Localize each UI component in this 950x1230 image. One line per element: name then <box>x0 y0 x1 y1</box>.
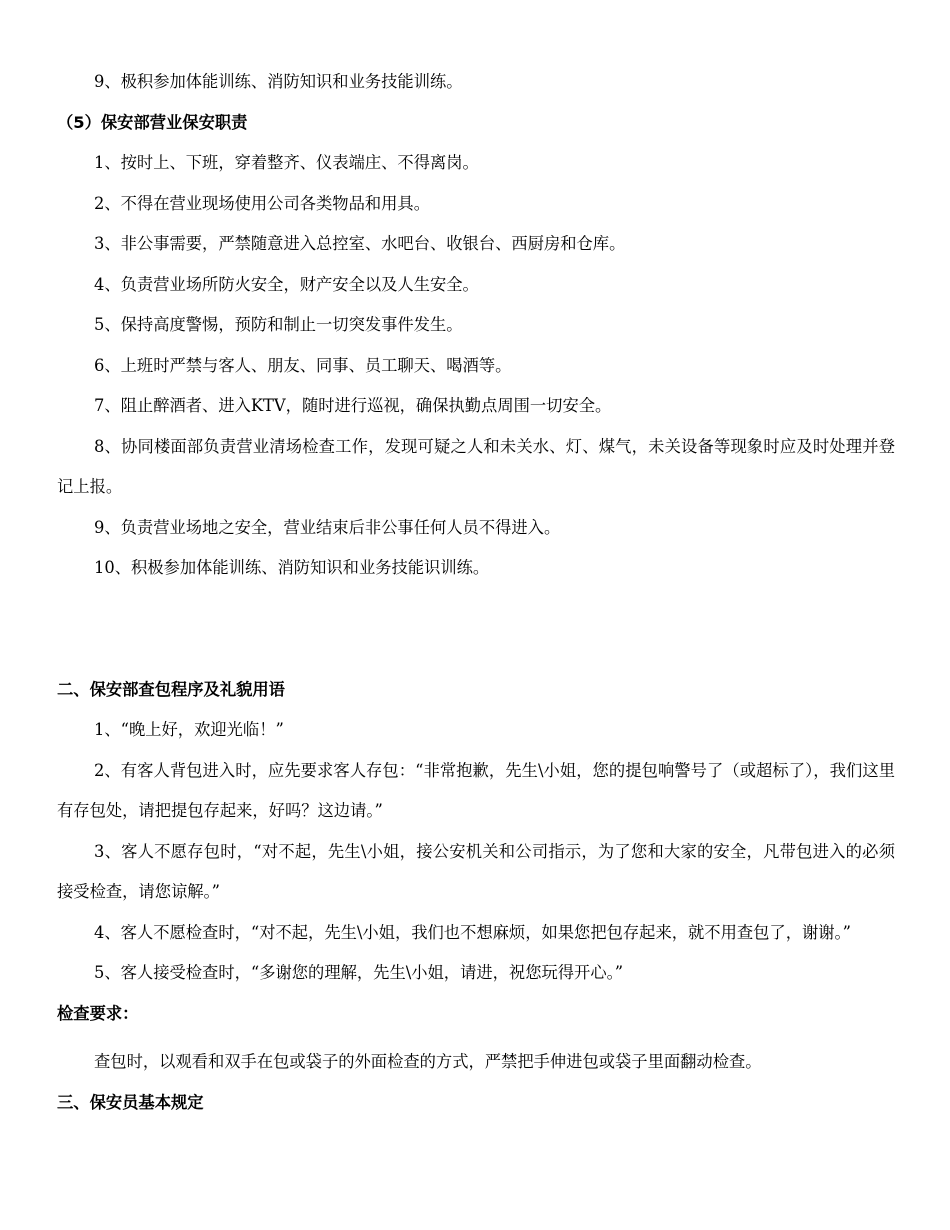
paragraph: 9、极积参加体能训练、消防知识和业务技能训练。 <box>94 72 463 91</box>
etiquette-item: 3、客人不愿存包时，“对不起，先生\小姐，接公安机关和公司指示，为了您和大家的安全，凡带包进入的必须接受检查，请您谅解。” <box>57 841 895 901</box>
duty-item: 10、积极参加体能训练、消防知识和业务技能识训练。 <box>94 558 490 577</box>
check-requirements-title: 检查要求： <box>57 1003 139 1023</box>
etiquette-item: 2、有客人背包进入时，应先要求客人存包：“非常抱歉，先生\小姐，您的提包响警号了（或超标了），我们这里有存包处，请把提包存起来，好吗？这边请。” <box>57 760 895 820</box>
etiquette-item: 1、“晚上好，欢迎光临！” <box>94 720 284 739</box>
check-requirements-text: 查包时，以观看和双手在包或袋子的外面检查的方式，严禁把手伸进包或袋子里面翻动检查。 <box>94 1052 762 1071</box>
duty-item: 3、非公事需要，严禁随意进入总控室、水吧台、收银台、西厨房和仓库。 <box>94 234 626 253</box>
duty-item: 8、协同楼面部负责营业清场检查工作，发现可疑之人和未关水、灯、煤气，未关设备等现象时应及时处理并登记上报。 <box>57 436 895 496</box>
duty-item: 7、阻止醉酒者、进入KTV，随时进行巡视，确保执勤点周围一切安全。 <box>94 396 612 415</box>
blank-space <box>57 589 895 670</box>
duty-item: 2、不得在营业现场使用公司各类物品和用具。 <box>94 193 430 213</box>
spacer <box>57 1034 895 1042</box>
section-title: 二、保安部查包程序及礼貌用语 <box>57 679 285 699</box>
section-title: 三、保安员基本规定 <box>57 1092 204 1112</box>
duty-item: 9、负责营业场地之安全，营业结束后非公事任何人员不得进入。 <box>94 517 561 537</box>
duty-item: 6、上班时严禁与客人、朋友、同事、员工聊天、喝酒等。 <box>94 355 512 375</box>
duty-item: 5、保持高度警惕，预防和制止一切突发事件发生。 <box>94 315 463 334</box>
duty-item: 4、负责营业场所防火安全，财产安全以及人生安全。 <box>94 274 479 294</box>
etiquette-item: 5、客人接受检查时，“多谢您的理解，先生\小姐，请进，祝您玩得开心。” <box>94 963 624 982</box>
document-page <box>57 62 895 1123</box>
section-heading: （5）保安部营业保安职责 <box>57 112 248 132</box>
etiquette-item: 4、客人不愿检查时，“对不起，先生\小姐，我们也不想麻烦，如果您把包存起来，就不用查包了，谢谢。” <box>94 922 852 942</box>
duty-item: 1、按时上、下班，穿着整齐、仪表端庄、不得离岗。 <box>94 153 479 172</box>
